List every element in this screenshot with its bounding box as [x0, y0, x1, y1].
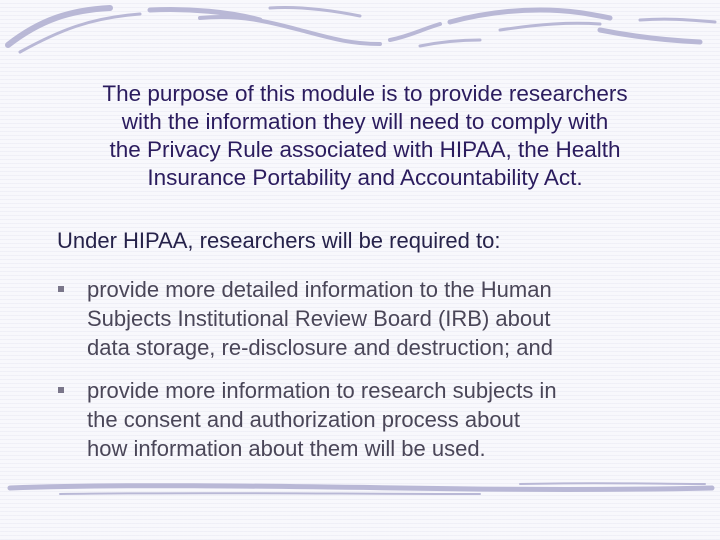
- bullet-line: the consent and authorization process about: [87, 407, 520, 432]
- list-item: [52, 376, 702, 463]
- bullet-line: how information about them will be used.: [87, 436, 486, 461]
- square-bullet-icon: [58, 286, 64, 292]
- intro-line: The purpose of this module is to provide researchers: [102, 81, 628, 106]
- bullet-list: [52, 275, 702, 463]
- decorative-top-border: [0, 0, 720, 70]
- bullet-line: provide more detailed information to the Human: [87, 277, 552, 302]
- decorative-bottom-border: [0, 478, 720, 500]
- intro-paragraph: [30, 80, 700, 192]
- list-item: [52, 275, 702, 362]
- intro-line: Insurance Portability and Accountability Act.: [147, 165, 583, 190]
- section-heading: Under HIPAA, researchers will be required to:: [57, 228, 501, 253]
- bullet-line: provide more information to research subjects in: [87, 378, 557, 403]
- intro-line: with the information they will need to comply with: [121, 109, 609, 134]
- square-bullet-icon: [58, 387, 64, 393]
- bullet-line: Subjects Institutional Review Board (IRB) about: [87, 306, 551, 331]
- bullet-line: data storage, re-disclosure and destruction; and: [87, 335, 553, 360]
- intro-line: the Privacy Rule associated with HIPAA, the Health: [109, 137, 621, 162]
